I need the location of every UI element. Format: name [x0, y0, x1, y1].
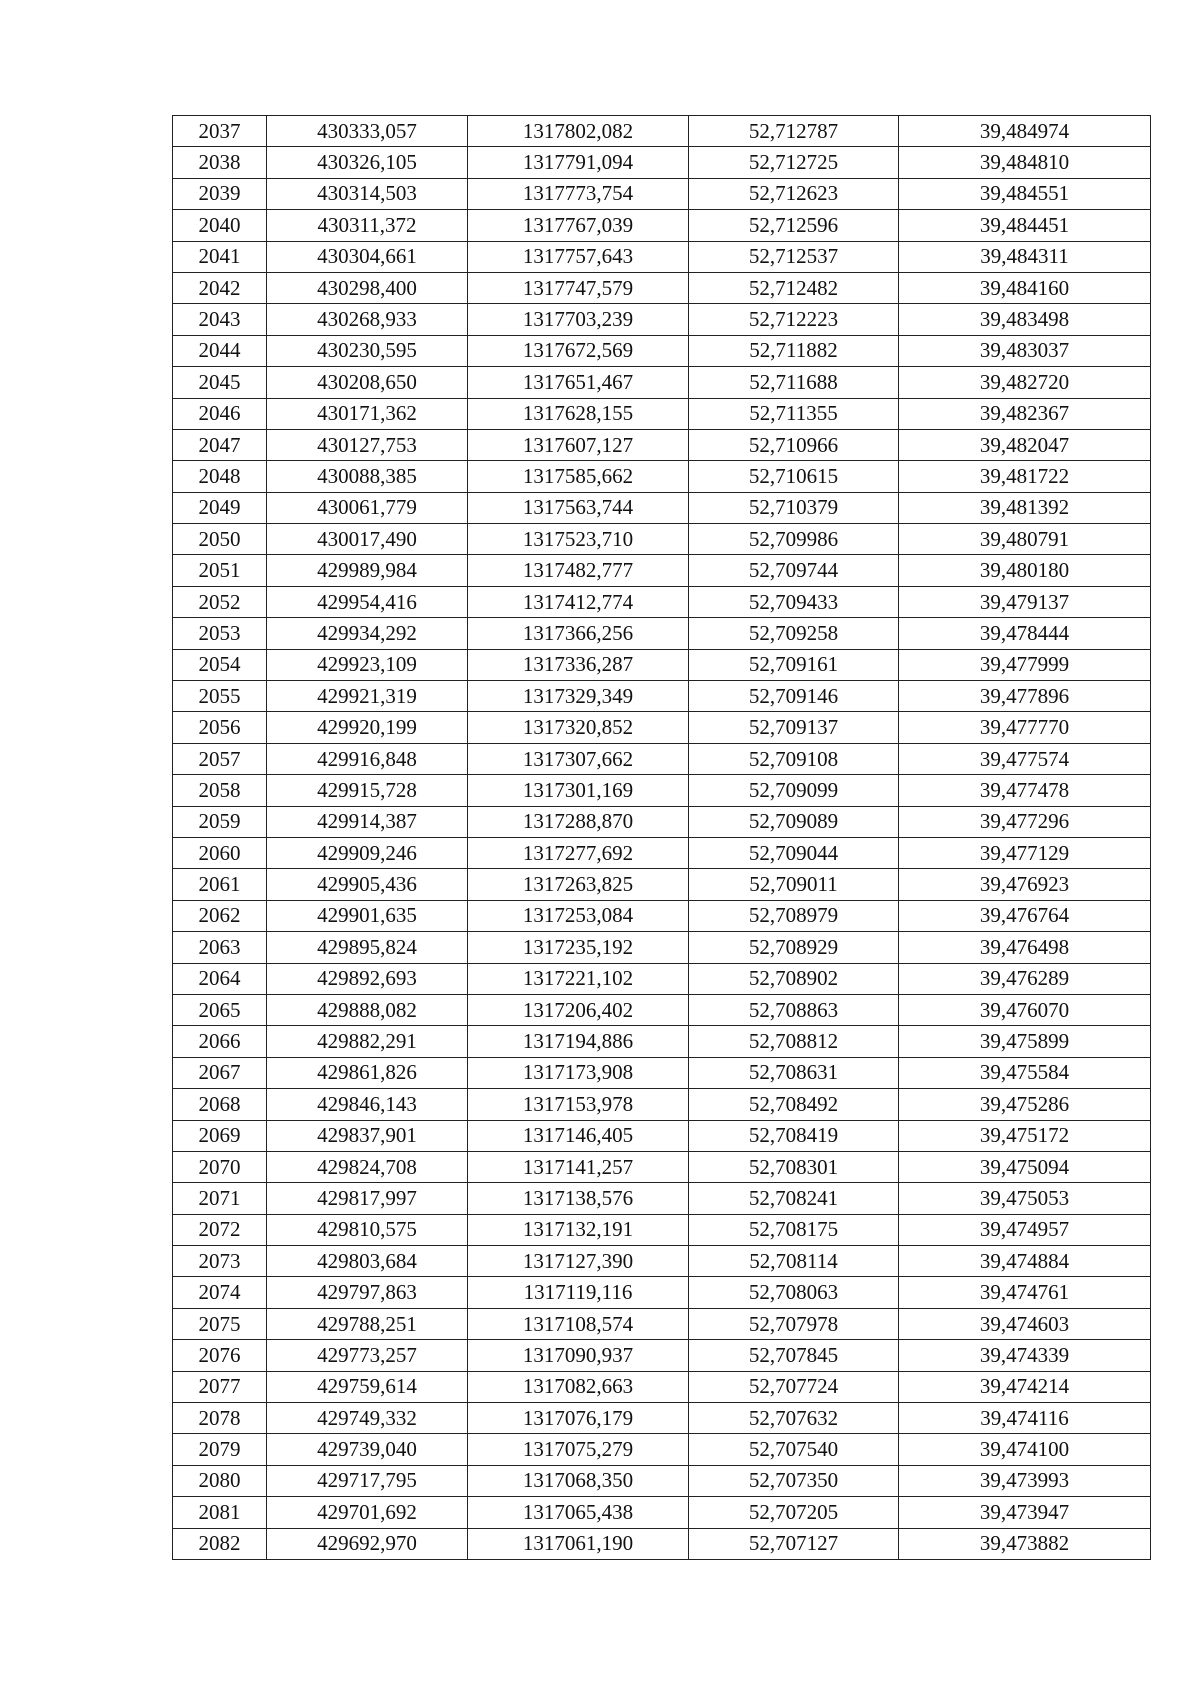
x-coordinate-cell: 430061,779 [267, 492, 468, 523]
latitude-cell: 52,708863 [689, 994, 899, 1025]
x-coordinate-cell: 429914,387 [267, 806, 468, 837]
longitude-cell: 39,477999 [899, 649, 1151, 680]
x-coordinate-cell: 430171,362 [267, 398, 468, 429]
x-coordinate-cell: 429701,692 [267, 1497, 468, 1528]
longitude-cell: 39,481722 [899, 461, 1151, 492]
y-coordinate-cell: 1317767,039 [468, 210, 689, 241]
x-coordinate-cell: 429861,826 [267, 1057, 468, 1088]
latitude-cell: 52,707205 [689, 1497, 899, 1528]
y-coordinate-cell: 1317703,239 [468, 304, 689, 335]
longitude-cell: 39,482720 [899, 367, 1151, 398]
latitude-cell: 52,707978 [689, 1308, 899, 1339]
table-row [173, 963, 1151, 994]
table-row [173, 1151, 1151, 1182]
y-coordinate-cell: 1317127,390 [468, 1246, 689, 1277]
y-coordinate-cell: 1317802,082 [468, 116, 689, 147]
point-number-cell: 2047 [173, 429, 267, 460]
longitude-cell: 39,474100 [899, 1434, 1151, 1465]
x-coordinate-cell: 429892,693 [267, 963, 468, 994]
longitude-cell: 39,478444 [899, 618, 1151, 649]
y-coordinate-cell: 1317206,402 [468, 994, 689, 1025]
table-row [173, 586, 1151, 617]
x-coordinate-cell: 429921,319 [267, 681, 468, 712]
table-row [173, 712, 1151, 743]
latitude-cell: 52,709258 [689, 618, 899, 649]
longitude-cell: 39,482047 [899, 429, 1151, 460]
point-number-cell: 2068 [173, 1089, 267, 1120]
x-coordinate-cell: 429824,708 [267, 1151, 468, 1182]
y-coordinate-cell: 1317138,576 [468, 1183, 689, 1214]
latitude-cell: 52,711882 [689, 335, 899, 366]
point-number-cell: 2079 [173, 1434, 267, 1465]
point-number-cell: 2040 [173, 210, 267, 241]
longitude-cell: 39,475584 [899, 1057, 1151, 1088]
table-row [173, 178, 1151, 209]
x-coordinate-cell: 429989,984 [267, 555, 468, 586]
longitude-cell: 39,475094 [899, 1151, 1151, 1182]
x-coordinate-cell: 430088,385 [267, 461, 468, 492]
longitude-cell: 39,474957 [899, 1214, 1151, 1245]
y-coordinate-cell: 1317482,777 [468, 555, 689, 586]
longitude-cell: 39,475172 [899, 1120, 1151, 1151]
table-row [173, 1089, 1151, 1120]
x-coordinate-cell: 429846,143 [267, 1089, 468, 1120]
point-number-cell: 2037 [173, 116, 267, 147]
table-row [173, 1026, 1151, 1057]
latitude-cell: 52,710966 [689, 429, 899, 460]
x-coordinate-cell: 430230,595 [267, 335, 468, 366]
table-row [173, 367, 1151, 398]
longitude-cell: 39,479137 [899, 586, 1151, 617]
longitude-cell: 39,474339 [899, 1340, 1151, 1371]
y-coordinate-cell: 1317065,438 [468, 1497, 689, 1528]
table-row [173, 1308, 1151, 1339]
y-coordinate-cell: 1317153,978 [468, 1089, 689, 1120]
latitude-cell: 52,708492 [689, 1089, 899, 1120]
point-number-cell: 2076 [173, 1340, 267, 1371]
longitude-cell: 39,473947 [899, 1497, 1151, 1528]
y-coordinate-cell: 1317061,190 [468, 1528, 689, 1559]
y-coordinate-cell: 1317263,825 [468, 869, 689, 900]
x-coordinate-cell: 429882,291 [267, 1026, 468, 1057]
latitude-cell: 52,708812 [689, 1026, 899, 1057]
point-number-cell: 2043 [173, 304, 267, 335]
x-coordinate-cell: 430333,057 [267, 116, 468, 147]
x-coordinate-cell: 429920,199 [267, 712, 468, 743]
latitude-cell: 52,712482 [689, 272, 899, 303]
y-coordinate-cell: 1317235,192 [468, 932, 689, 963]
longitude-cell: 39,477478 [899, 775, 1151, 806]
y-coordinate-cell: 1317132,191 [468, 1214, 689, 1245]
y-coordinate-cell: 1317076,179 [468, 1403, 689, 1434]
point-number-cell: 2057 [173, 743, 267, 774]
longitude-cell: 39,482367 [899, 398, 1151, 429]
table-row [173, 1528, 1151, 1559]
latitude-cell: 52,709744 [689, 555, 899, 586]
y-coordinate-cell: 1317253,084 [468, 900, 689, 931]
point-number-cell: 2055 [173, 681, 267, 712]
longitude-cell: 39,480791 [899, 524, 1151, 555]
latitude-cell: 52,710379 [689, 492, 899, 523]
y-coordinate-cell: 1317075,279 [468, 1434, 689, 1465]
y-coordinate-cell: 1317082,663 [468, 1371, 689, 1402]
x-coordinate-cell: 430326,105 [267, 147, 468, 178]
point-number-cell: 2050 [173, 524, 267, 555]
table-row [173, 116, 1151, 147]
y-coordinate-cell: 1317607,127 [468, 429, 689, 460]
latitude-cell: 52,707350 [689, 1465, 899, 1496]
longitude-cell: 39,484551 [899, 178, 1151, 209]
x-coordinate-cell: 429797,863 [267, 1277, 468, 1308]
table-row [173, 492, 1151, 523]
longitude-cell: 39,475053 [899, 1183, 1151, 1214]
table-row [173, 272, 1151, 303]
table-row [173, 1277, 1151, 1308]
latitude-cell: 52,709146 [689, 681, 899, 712]
table-row [173, 1057, 1151, 1088]
x-coordinate-cell: 429888,082 [267, 994, 468, 1025]
y-coordinate-cell: 1317173,908 [468, 1057, 689, 1088]
x-coordinate-cell: 429901,635 [267, 900, 468, 931]
x-coordinate-cell: 430304,661 [267, 241, 468, 272]
table-row [173, 649, 1151, 680]
latitude-cell: 52,708063 [689, 1277, 899, 1308]
table-row [173, 932, 1151, 963]
table-row [173, 618, 1151, 649]
point-number-cell: 2059 [173, 806, 267, 837]
x-coordinate-cell: 429915,728 [267, 775, 468, 806]
point-number-cell: 2080 [173, 1465, 267, 1496]
x-coordinate-cell: 430298,400 [267, 272, 468, 303]
point-number-cell: 2078 [173, 1403, 267, 1434]
point-number-cell: 2048 [173, 461, 267, 492]
x-coordinate-cell: 429916,848 [267, 743, 468, 774]
latitude-cell: 52,708114 [689, 1246, 899, 1277]
table-row [173, 555, 1151, 586]
longitude-cell: 39,474214 [899, 1371, 1151, 1402]
longitude-cell: 39,477770 [899, 712, 1151, 743]
x-coordinate-cell: 429749,332 [267, 1403, 468, 1434]
point-number-cell: 2053 [173, 618, 267, 649]
longitude-cell: 39,475899 [899, 1026, 1151, 1057]
x-coordinate-cell: 429837,901 [267, 1120, 468, 1151]
table-row [173, 461, 1151, 492]
point-number-cell: 2042 [173, 272, 267, 303]
longitude-cell: 39,475286 [899, 1089, 1151, 1120]
y-coordinate-cell: 1317194,886 [468, 1026, 689, 1057]
y-coordinate-cell: 1317563,744 [468, 492, 689, 523]
longitude-cell: 39,484451 [899, 210, 1151, 241]
point-number-cell: 2077 [173, 1371, 267, 1402]
y-coordinate-cell: 1317301,169 [468, 775, 689, 806]
y-coordinate-cell: 1317366,256 [468, 618, 689, 649]
latitude-cell: 52,709137 [689, 712, 899, 743]
x-coordinate-cell: 429739,040 [267, 1434, 468, 1465]
table-row [173, 304, 1151, 335]
point-number-cell: 2072 [173, 1214, 267, 1245]
longitude-cell: 39,473882 [899, 1528, 1151, 1559]
longitude-cell: 39,483498 [899, 304, 1151, 335]
latitude-cell: 52,708631 [689, 1057, 899, 1088]
longitude-cell: 39,476764 [899, 900, 1151, 931]
longitude-cell: 39,474603 [899, 1308, 1151, 1339]
x-coordinate-cell: 429692,970 [267, 1528, 468, 1559]
y-coordinate-cell: 1317773,754 [468, 178, 689, 209]
longitude-cell: 39,476923 [899, 869, 1151, 900]
longitude-cell: 39,484311 [899, 241, 1151, 272]
table-row [173, 335, 1151, 366]
y-coordinate-cell: 1317320,852 [468, 712, 689, 743]
table-row [173, 869, 1151, 900]
longitude-cell: 39,484160 [899, 272, 1151, 303]
point-number-cell: 2039 [173, 178, 267, 209]
point-number-cell: 2049 [173, 492, 267, 523]
point-number-cell: 2074 [173, 1277, 267, 1308]
y-coordinate-cell: 1317628,155 [468, 398, 689, 429]
longitude-cell: 39,474116 [899, 1403, 1151, 1434]
point-number-cell: 2066 [173, 1026, 267, 1057]
latitude-cell: 52,712725 [689, 147, 899, 178]
point-number-cell: 2054 [173, 649, 267, 680]
latitude-cell: 52,711355 [689, 398, 899, 429]
table-row [173, 147, 1151, 178]
latitude-cell: 52,709986 [689, 524, 899, 555]
point-number-cell: 2062 [173, 900, 267, 931]
point-number-cell: 2065 [173, 994, 267, 1025]
point-number-cell: 2067 [173, 1057, 267, 1088]
x-coordinate-cell: 429803,684 [267, 1246, 468, 1277]
x-coordinate-cell: 429773,257 [267, 1340, 468, 1371]
table-row [173, 743, 1151, 774]
table-row [173, 210, 1151, 241]
latitude-cell: 52,708419 [689, 1120, 899, 1151]
point-number-cell: 2071 [173, 1183, 267, 1214]
point-number-cell: 2044 [173, 335, 267, 366]
y-coordinate-cell: 1317119,116 [468, 1277, 689, 1308]
point-number-cell: 2075 [173, 1308, 267, 1339]
point-number-cell: 2070 [173, 1151, 267, 1182]
x-coordinate-cell: 429788,251 [267, 1308, 468, 1339]
latitude-cell: 52,709108 [689, 743, 899, 774]
longitude-cell: 39,477896 [899, 681, 1151, 712]
longitude-cell: 39,476498 [899, 932, 1151, 963]
latitude-cell: 52,709089 [689, 806, 899, 837]
point-number-cell: 2041 [173, 241, 267, 272]
y-coordinate-cell: 1317141,257 [468, 1151, 689, 1182]
y-coordinate-cell: 1317329,349 [468, 681, 689, 712]
y-coordinate-cell: 1317307,662 [468, 743, 689, 774]
latitude-cell: 52,708241 [689, 1183, 899, 1214]
latitude-cell: 52,710615 [689, 461, 899, 492]
point-number-cell: 2052 [173, 586, 267, 617]
latitude-cell: 52,707540 [689, 1434, 899, 1465]
x-coordinate-cell: 430017,490 [267, 524, 468, 555]
longitude-cell: 39,476289 [899, 963, 1151, 994]
latitude-cell: 52,712787 [689, 116, 899, 147]
table-row [173, 429, 1151, 460]
latitude-cell: 52,712223 [689, 304, 899, 335]
latitude-cell: 52,708929 [689, 932, 899, 963]
point-number-cell: 2073 [173, 1246, 267, 1277]
point-number-cell: 2082 [173, 1528, 267, 1559]
longitude-cell: 39,480180 [899, 555, 1151, 586]
latitude-cell: 52,712537 [689, 241, 899, 272]
y-coordinate-cell: 1317288,870 [468, 806, 689, 837]
latitude-cell: 52,709161 [689, 649, 899, 680]
table-row [173, 775, 1151, 806]
latitude-cell: 52,709044 [689, 837, 899, 868]
y-coordinate-cell: 1317108,574 [468, 1308, 689, 1339]
longitude-cell: 39,477129 [899, 837, 1151, 868]
x-coordinate-cell: 429923,109 [267, 649, 468, 680]
point-number-cell: 2051 [173, 555, 267, 586]
latitude-cell: 52,707127 [689, 1528, 899, 1559]
latitude-cell: 52,712623 [689, 178, 899, 209]
point-number-cell: 2046 [173, 398, 267, 429]
table-row [173, 994, 1151, 1025]
y-coordinate-cell: 1317336,287 [468, 649, 689, 680]
latitude-cell: 52,708902 [689, 963, 899, 994]
x-coordinate-cell: 429817,997 [267, 1183, 468, 1214]
x-coordinate-cell: 429934,292 [267, 618, 468, 649]
y-coordinate-cell: 1317277,692 [468, 837, 689, 868]
latitude-cell: 52,707845 [689, 1340, 899, 1371]
point-number-cell: 2058 [173, 775, 267, 806]
latitude-cell: 52,707632 [689, 1403, 899, 1434]
point-number-cell: 2061 [173, 869, 267, 900]
longitude-cell: 39,474884 [899, 1246, 1151, 1277]
table-row [173, 900, 1151, 931]
point-number-cell: 2064 [173, 963, 267, 994]
x-coordinate-cell: 429717,795 [267, 1465, 468, 1496]
latitude-cell: 52,712596 [689, 210, 899, 241]
latitude-cell: 52,708301 [689, 1151, 899, 1182]
latitude-cell: 52,711688 [689, 367, 899, 398]
x-coordinate-cell: 429759,614 [267, 1371, 468, 1402]
table-row [173, 241, 1151, 272]
table-row [173, 1214, 1151, 1245]
latitude-cell: 52,707724 [689, 1371, 899, 1402]
coordinate-table [172, 115, 1151, 1560]
table-row [173, 524, 1151, 555]
point-number-cell: 2045 [173, 367, 267, 398]
table-row [173, 1403, 1151, 1434]
table-row [173, 1120, 1151, 1151]
table-row [173, 837, 1151, 868]
point-number-cell: 2056 [173, 712, 267, 743]
y-coordinate-cell: 1317068,350 [468, 1465, 689, 1496]
y-coordinate-cell: 1317412,774 [468, 586, 689, 617]
latitude-cell: 52,708979 [689, 900, 899, 931]
table-row [173, 1371, 1151, 1402]
x-coordinate-cell: 429954,416 [267, 586, 468, 617]
table-row [173, 1434, 1151, 1465]
x-coordinate-cell: 430208,650 [267, 367, 468, 398]
longitude-cell: 39,484974 [899, 116, 1151, 147]
latitude-cell: 52,709011 [689, 869, 899, 900]
table-row [173, 1340, 1151, 1371]
longitude-cell: 39,473993 [899, 1465, 1151, 1496]
x-coordinate-cell: 429810,575 [267, 1214, 468, 1245]
longitude-cell: 39,481392 [899, 492, 1151, 523]
x-coordinate-cell: 430268,933 [267, 304, 468, 335]
table-row [173, 1465, 1151, 1496]
table-row [173, 398, 1151, 429]
longitude-cell: 39,476070 [899, 994, 1151, 1025]
y-coordinate-cell: 1317585,662 [468, 461, 689, 492]
point-number-cell: 2081 [173, 1497, 267, 1528]
y-coordinate-cell: 1317146,405 [468, 1120, 689, 1151]
table-row [173, 1497, 1151, 1528]
y-coordinate-cell: 1317757,643 [468, 241, 689, 272]
point-number-cell: 2060 [173, 837, 267, 868]
x-coordinate-cell: 429895,824 [267, 932, 468, 963]
table-row [173, 1246, 1151, 1277]
table-row [173, 681, 1151, 712]
longitude-cell: 39,477574 [899, 743, 1151, 774]
table-row [173, 806, 1151, 837]
x-coordinate-cell: 429905,436 [267, 869, 468, 900]
x-coordinate-cell: 430127,753 [267, 429, 468, 460]
x-coordinate-cell: 429909,246 [267, 837, 468, 868]
y-coordinate-cell: 1317672,569 [468, 335, 689, 366]
coordinate-table-body [173, 116, 1151, 1560]
latitude-cell: 52,709099 [689, 775, 899, 806]
y-coordinate-cell: 1317747,579 [468, 272, 689, 303]
point-number-cell: 2063 [173, 932, 267, 963]
y-coordinate-cell: 1317221,102 [468, 963, 689, 994]
y-coordinate-cell: 1317090,937 [468, 1340, 689, 1371]
x-coordinate-cell: 430314,503 [267, 178, 468, 209]
latitude-cell: 52,709433 [689, 586, 899, 617]
table-row [173, 1183, 1151, 1214]
longitude-cell: 39,474761 [899, 1277, 1151, 1308]
y-coordinate-cell: 1317791,094 [468, 147, 689, 178]
point-number-cell: 2069 [173, 1120, 267, 1151]
point-number-cell: 2038 [173, 147, 267, 178]
longitude-cell: 39,484810 [899, 147, 1151, 178]
longitude-cell: 39,483037 [899, 335, 1151, 366]
x-coordinate-cell: 430311,372 [267, 210, 468, 241]
y-coordinate-cell: 1317523,710 [468, 524, 689, 555]
longitude-cell: 39,477296 [899, 806, 1151, 837]
latitude-cell: 52,708175 [689, 1214, 899, 1245]
y-coordinate-cell: 1317651,467 [468, 367, 689, 398]
